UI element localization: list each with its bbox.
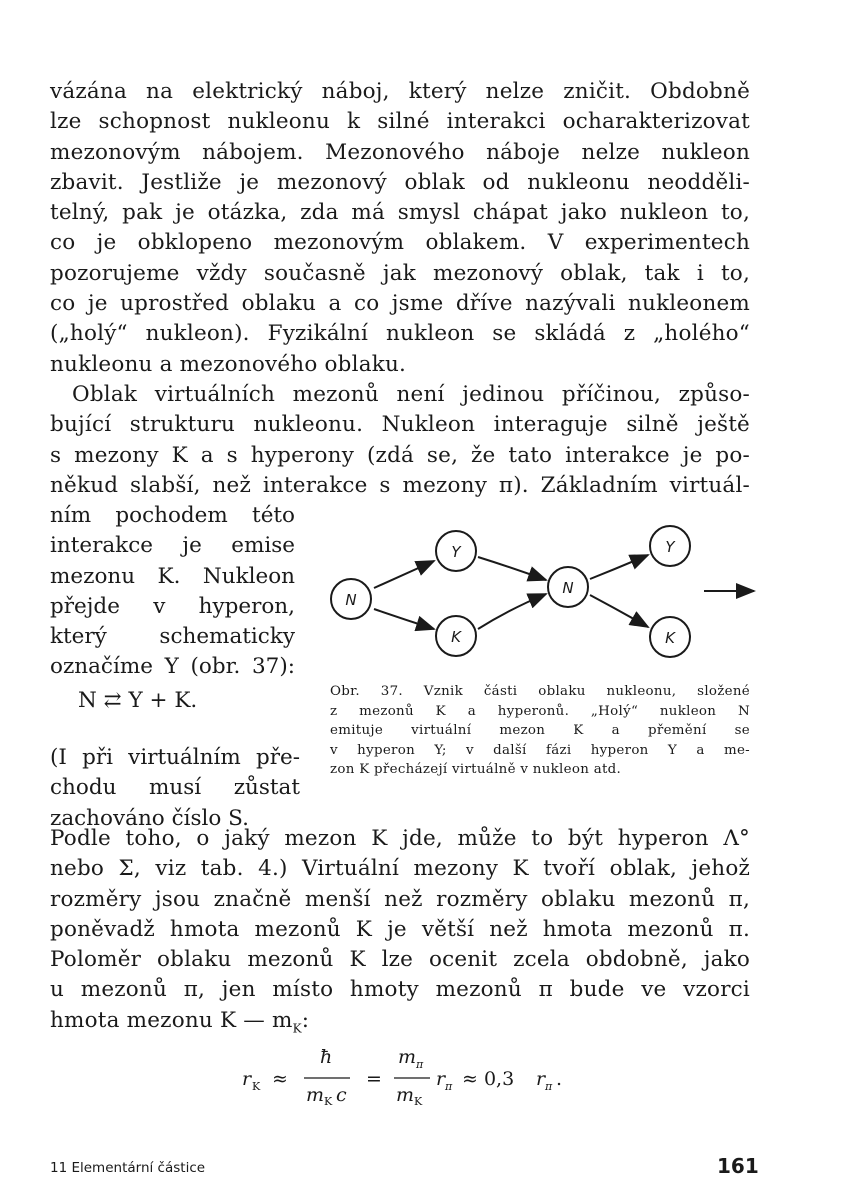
text-line: lze schopnost nukleonu k silné interakci ocharakterizovat bbox=[50, 109, 750, 135]
last-line-text: hmota mezonu K — m bbox=[50, 1007, 293, 1033]
text-line: s mezony K a s hyperony (zdá se, že tato interakce je po- bbox=[50, 442, 750, 468]
formula-rpi2-sub: π bbox=[545, 1080, 553, 1093]
formula-approx2: ≈ 0,3 bbox=[462, 1068, 515, 1090]
nucleon-cloud-diagram bbox=[318, 505, 758, 675]
caption-line: Obr. 37. Vznik části oblaku nukleonu, složené bbox=[330, 684, 750, 699]
formula-num1: ħ bbox=[320, 1046, 333, 1068]
formula-lhs-sub: K bbox=[252, 1080, 261, 1093]
node-label-k: K bbox=[665, 629, 675, 647]
page-number: 161 bbox=[717, 1154, 759, 1178]
formula-rpi-sub: π bbox=[445, 1080, 453, 1093]
left-column-text-after bbox=[50, 743, 300, 834]
text-line: nebo Σ, viz tab. 4.) Virtuální mezony K tvoří oblak, jehož bbox=[50, 856, 750, 882]
arrow-n-to-k-2 bbox=[590, 595, 648, 627]
formula-den2: m bbox=[396, 1084, 415, 1105]
node-label-n: N bbox=[562, 579, 574, 597]
formula-rpi: r bbox=[436, 1068, 446, 1090]
text-line: mezonu K. Nukleon bbox=[50, 563, 295, 589]
arrow-n-to-y bbox=[374, 561, 434, 588]
text-line: označíme Y (obr. 37): bbox=[50, 654, 295, 680]
text-line bbox=[50, 1006, 750, 1036]
text-line: ním pochodem této bbox=[50, 503, 295, 528]
formula-den2-sub: K bbox=[414, 1095, 423, 1105]
text-line: co je obklopeno mezonovým oblakem. V experimentech bbox=[50, 230, 750, 256]
text-line: Oblak virtuálních mezonů není jedinou příčinou, způso- bbox=[72, 382, 750, 407]
formula-eq: = bbox=[366, 1068, 382, 1090]
text-line: přejde v hyperon, bbox=[50, 593, 295, 619]
text-line: bující strukturu nukleonu. Nukleon interaguje silně ještě bbox=[50, 412, 750, 438]
formula-lhs: r bbox=[242, 1068, 252, 1090]
caption-line: emituje virtuální mezon K a přemění se bbox=[330, 723, 750, 739]
subscript-k: K bbox=[292, 1021, 302, 1036]
text-line: někud slabší, než interakce s mezony π). Základním virtuál- bbox=[50, 472, 750, 498]
left-column-text bbox=[50, 501, 295, 683]
formula-den1-tail: c bbox=[336, 1084, 347, 1105]
formula-num2-sub: π bbox=[416, 1058, 424, 1071]
paragraph-bottom bbox=[50, 824, 750, 1036]
colon: : bbox=[301, 1007, 310, 1033]
arrow-n-to-k bbox=[374, 609, 434, 629]
text-line: nukleonu a mezonového oblaku. bbox=[50, 351, 407, 377]
text-line: Poloměr oblaku mezonů K lze ocenit zcela obdobně, jako bbox=[50, 947, 750, 973]
node-label-k: K bbox=[451, 628, 461, 646]
formula-num2: m bbox=[398, 1046, 417, 1068]
caption-line: z mezonů K a hyperonů. „Holý“ nukleon N bbox=[330, 703, 750, 719]
formula-end: . bbox=[556, 1068, 563, 1090]
node-label-y: Y bbox=[665, 538, 675, 556]
figure-caption bbox=[330, 682, 750, 780]
text-line: Podle toho, o jaký mezon K jde, může to být hyperon Λ° bbox=[50, 826, 750, 851]
reaction-equation: N ⇄ Y + K. bbox=[78, 688, 198, 713]
text-line: chodu musí zůstat bbox=[50, 775, 300, 801]
text-line: telný, pak je otázka, zda má smysl chápat jako nukleon to, bbox=[50, 200, 750, 226]
text-line: pozorujeme vždy současně jak mezonový oblak, tak i to, bbox=[50, 260, 750, 286]
text-line: vázána na elektrický náboj, který nelze zničit. Obdobně bbox=[50, 79, 750, 104]
caption-line: v hyperon Y; v další fázi hyperon Y a me- bbox=[330, 742, 750, 758]
node-label-n: N bbox=[345, 591, 357, 609]
kaon-cloud-radius-formula bbox=[240, 1045, 620, 1105]
arrow-y-to-n bbox=[478, 557, 546, 580]
formula-den1-sub: K bbox=[324, 1095, 333, 1105]
text-line: (I při virtuálním pře- bbox=[50, 745, 300, 770]
text-line: interakce je emise bbox=[50, 533, 295, 559]
formula-rpi2: r bbox=[536, 1068, 546, 1090]
text-line: („holý“ nukleon). Fyzikální nukleon se skládá z „holého“ bbox=[50, 321, 750, 347]
arrow-k-to-n bbox=[478, 594, 546, 629]
text-line: zbavit. Jestliže je mezonový oblak od nukleonu neodděli- bbox=[50, 169, 750, 195]
formula-den1: m bbox=[306, 1084, 325, 1105]
text-line: zachováno číslo S. bbox=[50, 805, 249, 831]
caption-line: zon K přecházejí virtuálně v nukleon atd. bbox=[330, 762, 622, 778]
formula-approx: ≈ bbox=[272, 1068, 288, 1090]
text-line: poněvadž hmota mezonů K je větší než hmota mezonů π. bbox=[50, 916, 750, 942]
text-line: který schematicky bbox=[50, 624, 295, 650]
text-line: rozměry jsou značně menší než rozměry oblaku mezonů π, bbox=[50, 886, 750, 912]
chapter-footer: 11 Elementární částice bbox=[50, 1160, 206, 1176]
arrow-n-to-y-2 bbox=[590, 555, 648, 579]
paragraph-top bbox=[50, 77, 750, 380]
text-line: co je uprostřed oblaku a co jsme dříve nazývali nukleonem bbox=[50, 291, 750, 317]
node-label-y: Y bbox=[451, 543, 461, 561]
text-line: u mezonů π, jen místo hmoty mezonů π bude ve vzorci bbox=[50, 977, 750, 1003]
paragraph-second bbox=[50, 380, 750, 501]
text-line: mezonovým nábojem. Mezonového náboje nelze nukleon bbox=[50, 139, 750, 165]
